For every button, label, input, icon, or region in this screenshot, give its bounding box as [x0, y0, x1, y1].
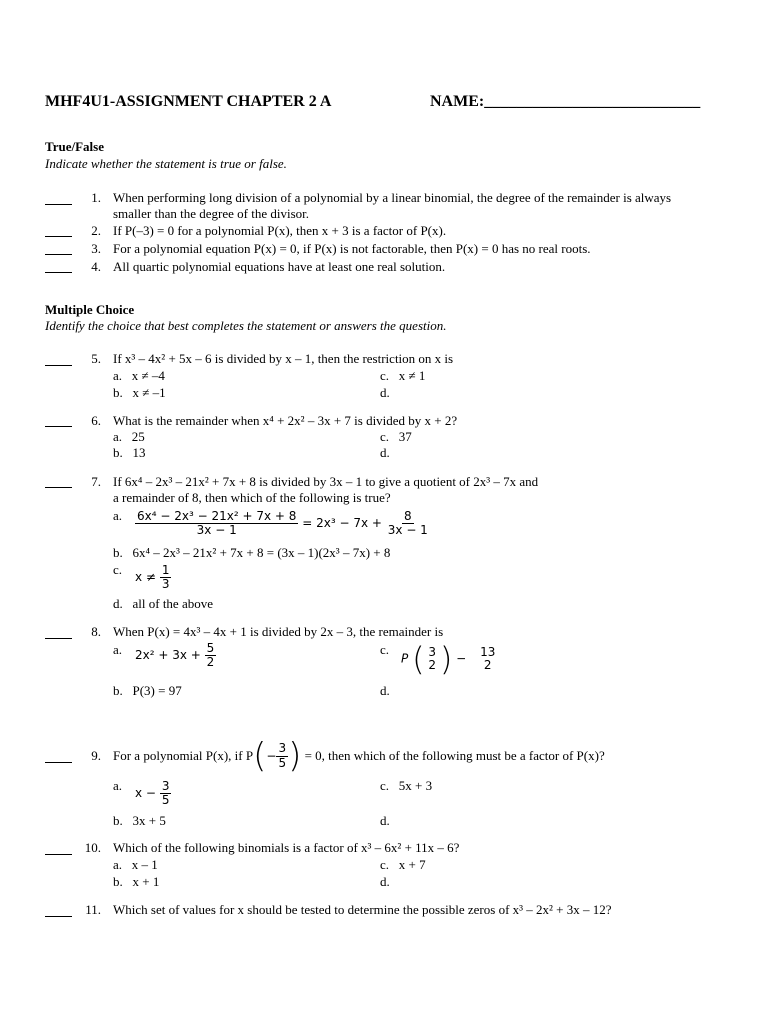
option-a-label[interactable]: a. — [113, 508, 123, 523]
question-number: 5. — [91, 351, 101, 366]
answer-blank[interactable] — [45, 487, 72, 488]
answer-blank[interactable] — [45, 365, 72, 366]
option-d[interactable]: d. — [380, 445, 390, 460]
option-c[interactable]: c. x ≠ 1 — [380, 368, 426, 383]
option-d[interactable]: d. all of the above — [113, 596, 213, 611]
option-a[interactable]: a. x – 1 — [113, 857, 158, 872]
question-text: Which of the following binomials is a factor of x³ – 6x² + 11x – 6? — [113, 840, 460, 855]
page-title: MHF4U1-ASSIGNMENT CHAPTER 2 A — [45, 93, 332, 110]
option-b[interactable]: b. 6x⁴ – 2x³ – 21x² + 7x + 8 = (3x – 1)(2x³ – 7x) + 8 — [113, 545, 391, 560]
question-text: Which set of values for x should be tested to determine the possible zeros of x³ – 2x² + 3x – 12? — [113, 902, 612, 917]
question-text: smaller than the degree of the divisor. — [113, 206, 310, 221]
option-a-label[interactable]: a. — [113, 642, 123, 657]
question-text: a remainder of 8, then which of the following is true? — [113, 490, 391, 505]
option-b[interactable]: b. 13 — [113, 445, 146, 460]
option-a-formula[interactable]: $\frac{\text{6x⁴ − 2x³ − 21x² + 7x + 8}}{3x - 1}$ = 2x³ − 7x + $\frac{8}{3x - 1}$ — [137, 509, 428, 538]
option-c[interactable]: c. 37 — [380, 429, 412, 444]
answer-blank[interactable] — [45, 762, 72, 763]
option-c-formula[interactable]: P ( 3 2 ) − 13 2 — [401, 640, 496, 678]
question-text: For a polynomial P(x), if P(− $\frac{3}{5}$ ) = 0, then which of the following must be a factor of P(x)? — [113, 736, 605, 776]
mc-heading: Multiple Choice — [45, 302, 135, 317]
question-number: 8. — [91, 624, 101, 639]
option-d[interactable]: d. — [380, 385, 390, 400]
option-b[interactable]: b. 3x + 5 — [113, 813, 166, 828]
question-number: 2. — [91, 223, 101, 238]
question-text: If P(–3) = 0 for a polynomial P(x), then x + 3 is a factor of P(x). — [113, 223, 447, 238]
option-c[interactable]: c. 5x + 3 — [380, 778, 433, 793]
answer-blank[interactable] — [45, 272, 72, 273]
option-a-formula[interactable]: x − $\frac{3}{5}$ — [135, 779, 170, 808]
tf-heading: True/False — [45, 139, 104, 154]
option-b[interactable]: b. P(3) = 97 — [113, 683, 182, 698]
answer-blank[interactable] — [45, 854, 72, 855]
option-b[interactable]: b. x ≠ –1 — [113, 385, 166, 400]
question-text: When P(x) = 4x³ – 4x + 1 is divided by 2x – 3, the remainder is — [113, 624, 444, 639]
option-c-label[interactable]: c. — [113, 562, 123, 577]
question-text: When performing long division of a polynomial by a linear binomial, the degree of the remainder is always — [113, 190, 672, 205]
answer-blank[interactable] — [45, 638, 72, 639]
name-field[interactable]: NAME:___________________________ — [430, 93, 701, 110]
question-text: If x³ – 4x² + 5x – 6 is divided by x – 1, then the restriction on x is — [113, 351, 454, 366]
answer-blank[interactable] — [45, 204, 72, 205]
answer-blank[interactable] — [45, 254, 72, 255]
option-a[interactable]: a. x ≠ –4 — [113, 368, 165, 383]
answer-blank[interactable] — [45, 916, 72, 917]
option-c[interactable]: c. x + 7 — [380, 857, 426, 872]
option-c-label[interactable]: c. — [380, 642, 390, 657]
question-number: 1. — [91, 190, 101, 205]
question-number: 9. — [91, 748, 101, 763]
mc-instructions: Identify the choice that best completes the statement or answers the question. — [45, 318, 447, 333]
option-d[interactable]: d. — [380, 813, 390, 828]
question-text: For a polynomial equation P(x) = 0, if P(x) is not factorable, then P(x) = 0 has no real roots. — [113, 241, 591, 256]
question-number: 11. — [85, 902, 101, 917]
option-d[interactable]: d. — [380, 683, 390, 698]
question-number: 4. — [91, 259, 101, 274]
option-c-formula[interactable]: x ≠ $\frac{1}{3}$ — [135, 563, 170, 592]
question-number: 10. — [84, 840, 101, 855]
option-a[interactable]: a. 25 — [113, 429, 145, 444]
option-a-formula[interactable]: 2x² + 3x + $\frac{5}{2}$ — [135, 641, 215, 670]
answer-blank[interactable] — [45, 236, 72, 237]
question-text: What is the remainder when x⁴ + 2x² – 3x + 7 is divided by x + 2? — [113, 413, 458, 428]
option-a-label[interactable]: a. — [113, 778, 123, 793]
question-text: All quartic polynomial equations have at least one real solution. — [113, 259, 446, 274]
answer-blank[interactable] — [45, 426, 72, 427]
question-text: If 6x⁴ – 2x³ – 21x² + 7x + 8 is divided by 3x – 1 to give a quotient of 2x³ – 7x and — [113, 474, 539, 489]
option-d[interactable]: d. — [380, 874, 390, 889]
question-number: 7. — [91, 474, 101, 489]
question-number: 3. — [91, 241, 101, 256]
option-b[interactable]: b. x + 1 — [113, 874, 160, 889]
tf-instructions: Indicate whether the statement is true or false. — [45, 156, 287, 171]
question-number: 6. — [91, 413, 101, 428]
